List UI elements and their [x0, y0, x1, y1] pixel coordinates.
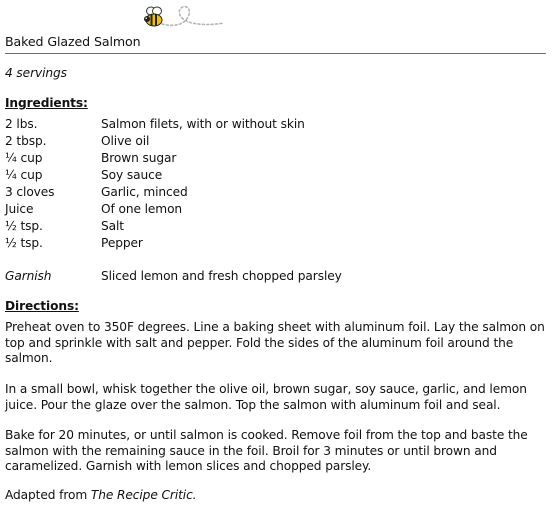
ingredient-quantity: 3 cloves — [5, 185, 55, 199]
direction-step: Preheat oven to 350F degrees. Line a baking sheet with aluminum foil. Lay the salmon on top and sprinkle with salt and pepper. Fold the sides of the aluminum foil around the salmon. — [5, 320, 545, 365]
garnish-label: Garnish — [5, 269, 52, 283]
garnish-row — [5, 268, 342, 285]
garnish-text: Sliced lemon and fresh chopped parsley — [101, 269, 342, 283]
ingredient-name: Salt — [101, 219, 124, 233]
ingredient-row — [5, 133, 305, 150]
recipe-attribution — [5, 488, 196, 502]
ingredient-row — [5, 167, 305, 184]
ingredient-name: Brown sugar — [101, 151, 177, 165]
ingredient-row — [5, 150, 305, 167]
ingredient-quantity: 2 tbsp. — [5, 134, 47, 148]
servings: 4 servings — [5, 66, 67, 80]
ingredient-row — [5, 218, 305, 235]
direction-step: In a small bowl, whisk together the olive oil, brown sugar, soy sauce, garlic, and lemon juice. Pour the glaze over the salmon. Top the salmon with aluminum foil and seal. — [5, 382, 527, 412]
ingredient-row — [5, 184, 305, 201]
recipe-title: Baked Glazed Salmon — [5, 34, 141, 49]
ingredient-row — [5, 201, 305, 218]
directions-heading: Directions: — [5, 299, 79, 313]
ingredient-name: Soy sauce — [101, 168, 163, 182]
ingredient-row — [5, 235, 305, 252]
ingredients-list — [5, 116, 305, 252]
ingredient-quantity: ¼ cup — [5, 168, 43, 182]
direction-step: Bake for 20 minutes, or until salmon is cooked. Remove foil from the top and baste the salmon with the remaining sauce in the foil. Broil for 3 minutes or until brown and caramelized. Garnish with lemon slices and chopped parsley. — [5, 428, 528, 473]
attribution-prefix: Adapted from — [5, 488, 91, 502]
ingredient-quantity: 2 lbs. — [5, 117, 38, 131]
ingredients-heading: Ingredients: — [5, 96, 88, 110]
ingredient-quantity: Juice — [5, 202, 34, 216]
ingredient-name: Garlic, minced — [101, 185, 188, 199]
ingredient-name: Pepper — [101, 236, 143, 250]
ingredient-row — [5, 116, 305, 133]
ingredient-quantity: ½ tsp. — [5, 236, 43, 250]
ingredient-quantity: ½ tsp. — [5, 219, 43, 233]
title-divider — [5, 53, 546, 54]
attribution-source: The Recipe Critic. — [90, 488, 197, 502]
ingredient-name: Of one lemon — [101, 202, 183, 216]
ingredient-quantity: ¼ cup — [5, 151, 43, 165]
bee-icon — [142, 3, 226, 31]
ingredient-name: Salmon filets, with or without skin — [101, 117, 305, 131]
ingredient-name: Olive oil — [101, 134, 150, 148]
